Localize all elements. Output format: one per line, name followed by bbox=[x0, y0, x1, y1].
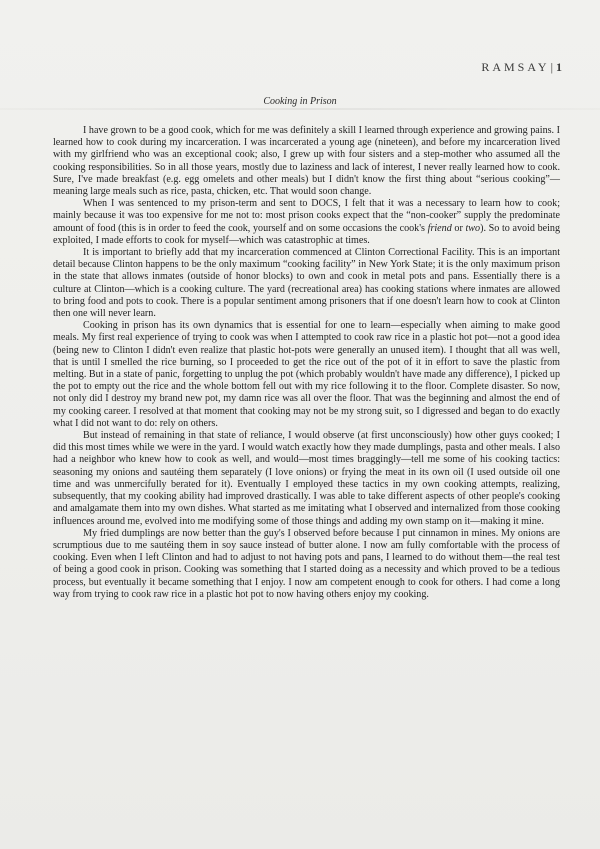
essay-title: Cooking in Prison bbox=[263, 96, 337, 107]
page-header bbox=[481, 60, 562, 75]
paragraph-2-italic-friend: friend bbox=[427, 222, 452, 234]
header-separator: | bbox=[550, 60, 553, 74]
paragraph-2 bbox=[53, 198, 560, 247]
author-name: RAMSAY bbox=[481, 60, 550, 74]
paragraph-2-text-or: or bbox=[451, 222, 466, 234]
paragraph-4: Cooking in prison has its own dynamics that is essential for one to learn—especially when aiming to make good meals. My first real experience of trying to cook was when I attempted to cook raw rice in a plastic hot pot—not a good idea (being new to Clinton I didn't even realize that plastic hot-pots were generally an unused item). I thought that all was well, that is until I smelled the rice burning, so I proceeded to get the rice out of the pot of it in effort to save the plastic from melting. But in a state of panic, forgetting to unplug the pot (which probably wouldn't have made any difference), I picked up the pot to empty out the rice and the whole bottom fell out with my rice following it to the floor. Complete disaster. So now, not only did I destroy my brand new pot, my damn rice was all over the floor. That was the beginning and almost the end of my cooking career. I resolved at that moment that cooking may not be my strong suit, so I digressed and began to do exactly what I did not want to do: rely on others. bbox=[53, 320, 560, 429]
paragraph-1: I have grown to be a good cook, which for me was definitely a skill I learned through experience and growing pains. I learned how to cook during my incarceration. I was incarcerated a young age (nineteen), and before my incarceration lived with my girlfriend who was an exceptional cook; also, I grew up with four sisters and a step-mother who assumed all the cooking responsibilities. So in all those years, mostly due to laziness and lack of interest, I never really learned how to cook. Sure, I've made breakfast (e.g. egg omelets and other meals) but I didn't know the first thing about “serious cooking”—meaning large meals such as rice, pasta, chicken, etc. That would soon change. bbox=[53, 125, 560, 198]
paragraph-3: It is important to briefly add that my incarceration commenced at Clinton Correctional Facility. This is an important detail because Clinton happens to be the only maximum “cooking facility” in New York State; it is the only maximum prison in the state that allows inmates (outside of honor blocks) to own and cook in metal pots and pans. Essentially there is a culture at Clinton—which is a cooking culture. The yard (recreational area) has cooking stations where inmates are allowed to bring food and pots to cook. There is a popular sentiment among prisoners that if one doesn't learn how to cook at Clinton then one will never learn. bbox=[53, 247, 560, 320]
paragraph-2-text-start: When I was sentenced to my prison-term and sent to DOCS, I felt that it was a necessary to learn how to cook; mainly because it was too expensive for me not to: most prison cooks expect that the “non-cooker” supply the predominate amount of food (this is in order to feed the cook, yourself and on some occasions the cook's bbox=[53, 198, 560, 234]
paragraph-6: My fried dumplings are now better than the guy's I observed before because I put cinnamon in mines. My onions are scrumptious due to me sautéing them in soy sauce instead of butter alone. I now am fully comfortable with the process of cooking. Even when I left Clinton and had to adjust to not having pots and pans, I learned to do without them—the real test of being a good cook in prison. Cooking was something that I started doing as a necessity and which proved to be a tedious process, but eventually it became something that I enjoy. I now am competent enough to cook for others. I had come a long way from trying to cook raw rice in a plastic hot pot to now having others enjoy my cooking. bbox=[53, 527, 560, 600]
paragraph-2-text-end: ). So to avoid being exploited, I made efforts to cook for myself—which was catastrophic at times. bbox=[53, 222, 560, 246]
page-number: 1 bbox=[556, 60, 562, 74]
paragraph-5: But instead of remaining in that state of reliance, I would observe (at first unconsciously) how other guys cooked; I did this most times while we were in the yard. I would watch exactly how they made dumplings, pasta and other meals. I also had a neighbor who knew how to cook as well, and would—most times braggingly—tell me some of his cooking tactics: seasoning my onions and sautéing them separately (I love onions) or frying the meat in its own oil (I used outside oil one time and was unmercifully berated for it). Eventually I employed these tactics in my own cooking attempts, realizing, subsequently, that my cooking ability had improved drastically. I was able to take different aspects of other people's cooking and amalgamate them into my own dishes. What started as me imitating what I observed and internalized from those cooking influences around me, evolved into me modifying some of those things and adding my own stamp on it—making it mine. bbox=[53, 430, 560, 527]
paragraph-2-italic-two: two bbox=[465, 222, 481, 234]
essay-body bbox=[53, 125, 560, 601]
paper-fold-line bbox=[0, 108, 600, 110]
